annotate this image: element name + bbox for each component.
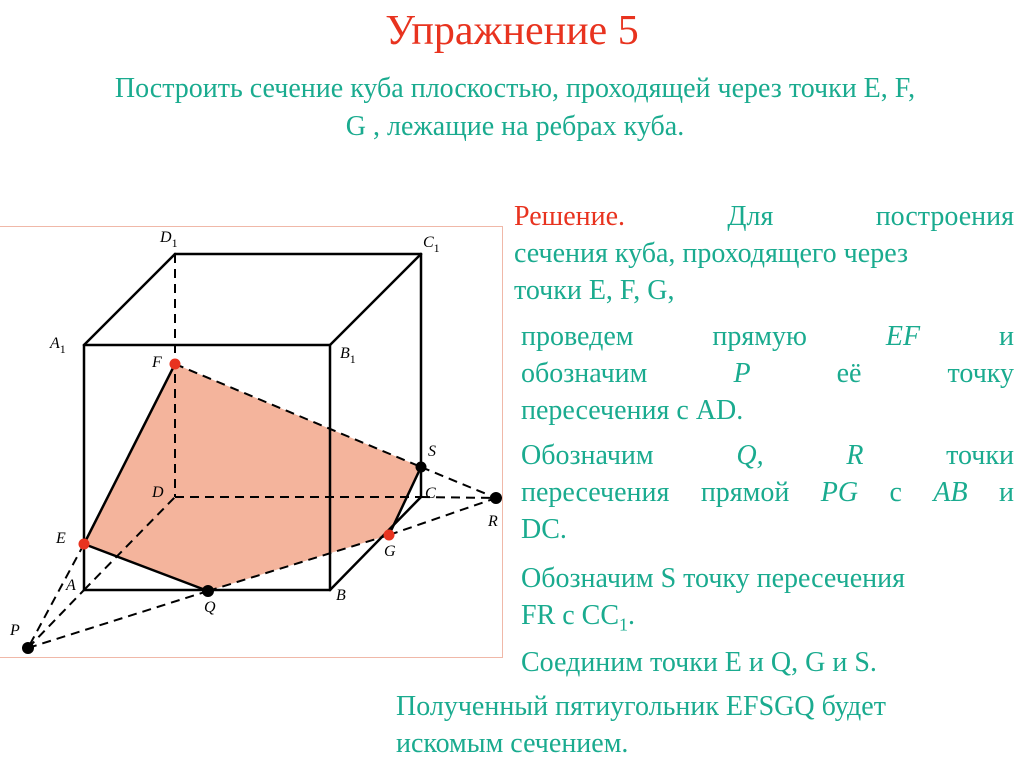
solution-p3-line1 [521, 437, 1014, 474]
label-d: D [152, 484, 164, 501]
solution-word: R [846, 440, 864, 471]
solution-word: обозначим [521, 358, 648, 389]
solution-word: прямую [712, 321, 807, 352]
solution-word: P [733, 358, 751, 389]
solution-word: проведем [521, 321, 634, 352]
label-a: A [66, 577, 76, 594]
solution-word: AB [933, 477, 968, 508]
label-c1: $C_1$ [423, 234, 440, 255]
solution-word: EF [885, 321, 921, 352]
label-q: Q [204, 599, 216, 616]
solution-p5-line: Соединим точки E и Q, G и S. [521, 647, 877, 678]
point-e-marker [79, 539, 90, 550]
label-r: R [488, 513, 498, 530]
task-line-2: G , лежащие на ребрах куба. [345, 111, 685, 142]
solution-p2-line1 [521, 318, 1014, 355]
solution-word: её [836, 358, 862, 389]
slide-title: Упражнение 5 [385, 8, 639, 54]
solution-word: с [889, 477, 902, 508]
label-c: C [425, 485, 436, 502]
solution-p1-word: Для [727, 201, 774, 232]
label-p: P [10, 622, 20, 639]
solution-word: Q, [736, 440, 764, 471]
solution-p1-line2: сечения куба, проходящего через [514, 238, 909, 269]
edge-d1a1 [84, 254, 175, 345]
solution-p4-line1: Обозначим S точку пересечения [521, 563, 906, 594]
solution-heading: Решение. [514, 201, 626, 232]
solution-word: пересечения [521, 477, 670, 508]
solution-p4-line2-text: FR с CC [521, 600, 620, 631]
point-s-marker [416, 462, 427, 473]
conclusion-line-1: Полученный пятиугольник EFSGQ будет [396, 691, 886, 722]
solution-word: и [999, 477, 1014, 508]
solution-p4-subscript: 1 [619, 614, 629, 635]
edge-b1c1 [330, 254, 421, 345]
solution-word: и [998, 321, 1014, 352]
solution-p2-line2 [521, 355, 1014, 392]
solution-p4-line2 [521, 597, 1014, 644]
point-p-marker [22, 642, 34, 654]
solution-paragraph-4 [521, 560, 1014, 644]
solution-word: точку [947, 358, 1014, 389]
solution-paragraph-2 [521, 318, 1014, 429]
task-line-1: Построить сечение куба плоскостью, проходящей через точки E, F, [114, 73, 916, 104]
solution-p3-line2 [521, 474, 1014, 511]
label-d1: $D_1$ [160, 229, 178, 250]
line-pa-extension [28, 590, 84, 648]
solution-p1-line1 [514, 198, 1014, 235]
solution-conclusion [396, 688, 1014, 762]
solution-p1-word: построения [875, 201, 1014, 232]
solution-word: Обозначим [521, 440, 654, 471]
solution-paragraph-3 [521, 437, 1014, 548]
label-e: E [56, 530, 66, 547]
point-r-marker [490, 492, 502, 504]
solution-paragraph-5 [521, 644, 1014, 681]
point-g-marker [384, 530, 395, 541]
label-a1: $A_1$ [50, 335, 66, 356]
label-s: S [428, 443, 436, 460]
solution-p4-line2-end: . [628, 600, 636, 631]
solution-word: PG [820, 477, 859, 508]
solution-word: точки [946, 440, 1014, 471]
point-q-marker [202, 585, 214, 597]
solution-word: прямой [700, 477, 790, 508]
solution-p3-line3: DC. [521, 514, 567, 545]
solution-paragraph-1 [514, 198, 1014, 309]
conclusion-line-2: искомым сечением. [396, 728, 629, 759]
solution-p2-line3: пересечения с AD. [521, 395, 744, 426]
point-f-marker [170, 359, 181, 370]
label-f: F [152, 354, 162, 371]
label-b: B [336, 587, 346, 604]
label-g: G [384, 543, 396, 560]
section-pentagon-efsgq [84, 364, 421, 591]
label-b1: $B_1$ [340, 345, 356, 366]
solution-p1-line3: точки E, F, G, [514, 275, 675, 306]
